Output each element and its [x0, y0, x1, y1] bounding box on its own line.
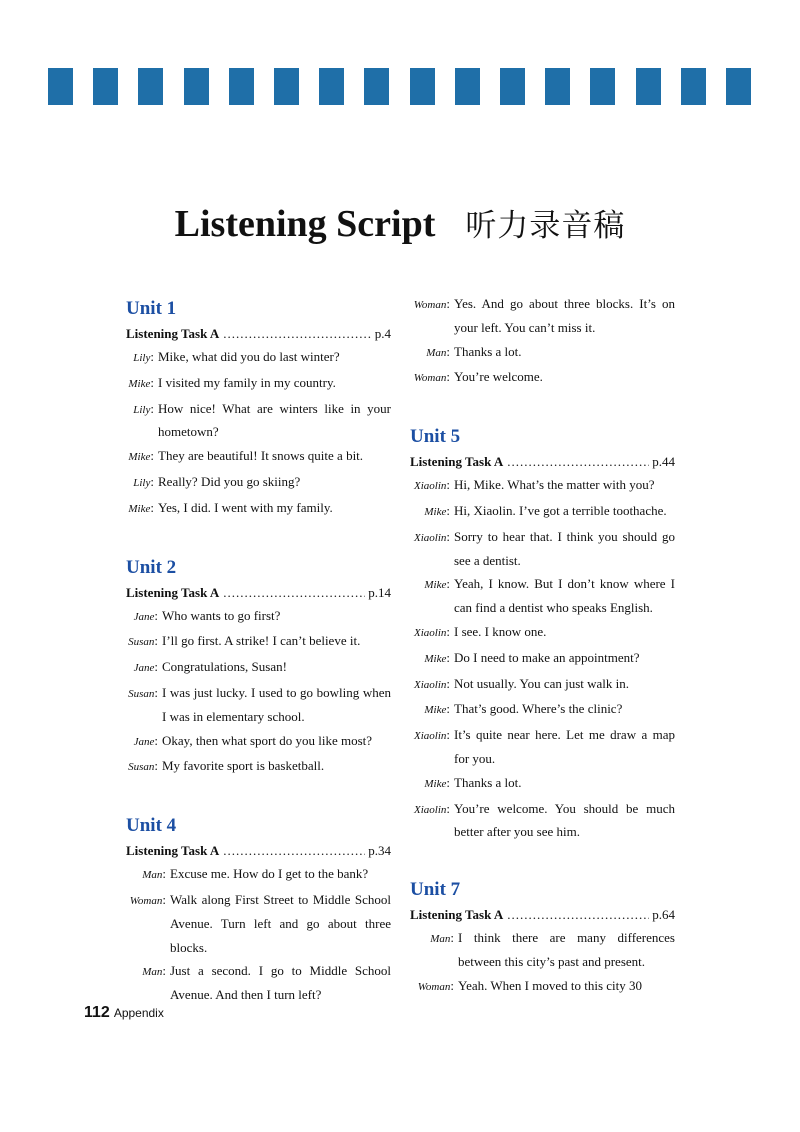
- speaker-name: Susan :: [126, 681, 162, 729]
- dialogue-text: Thanks a lot.: [454, 343, 522, 359]
- dialogue-line: [126, 444, 391, 470]
- unit-section: [410, 292, 675, 391]
- header-bar-block: [590, 68, 615, 105]
- speaker-name: Mike :: [126, 371, 158, 397]
- task-page-ref: p.34: [368, 843, 391, 859]
- task-name: Listening Task A: [126, 584, 220, 600]
- speaker-name: Mike :: [410, 771, 454, 797]
- header-bar-block: [500, 68, 525, 105]
- header-bar-block: [364, 68, 389, 105]
- dialogue-line: [126, 862, 391, 888]
- speaker-name: Mike :: [410, 697, 454, 723]
- dialogue-text: Just a second. I go to Middle School Avenue. And then I turn left?: [170, 963, 391, 1003]
- unit-heading: Unit 5: [410, 426, 461, 448]
- dialogue-text: Hi, Mike. What’s the matter with you?: [454, 477, 655, 493]
- header-bar-block: [455, 68, 480, 105]
- task-name: Listening Task A: [126, 843, 220, 859]
- speaker-name: Lily :: [126, 345, 158, 371]
- speaker-name: Woman :: [410, 365, 454, 391]
- unit-section: [410, 420, 675, 844]
- dialogue-line: [126, 681, 391, 729]
- task-leader-dots: [507, 450, 649, 473]
- task-name: Listening Task A: [410, 454, 504, 470]
- task-leader-dots: [223, 581, 365, 604]
- header-bar-strip: [48, 68, 748, 105]
- speaker-name: Mike :: [410, 572, 454, 620]
- unit-section: [126, 292, 391, 522]
- dialogue-text: I’ll go first. A strike! I can’t believe it.: [162, 633, 361, 649]
- dialogue-text: I visited my family in my country.: [158, 374, 336, 390]
- header-bar-block: [726, 68, 751, 105]
- dialogue-text: It’s quite near here. Let me draw a map for you.: [454, 727, 675, 766]
- speaker-name: Jane :: [126, 729, 162, 755]
- dialogue-line: [126, 371, 391, 397]
- speaker-name: Woman :: [410, 974, 458, 1000]
- dialogue-line: [126, 397, 391, 445]
- dialogue-line: [410, 365, 675, 391]
- unit-heading: Unit 2: [126, 556, 177, 578]
- unit-heading: Unit 4: [126, 815, 177, 837]
- page-number: 112: [84, 1004, 110, 1021]
- speaker-name: Jane :: [126, 655, 162, 681]
- header-bar-block: [274, 68, 299, 105]
- dialogue-text: Yeah, I know. But I don’t know where I can find a dentist who speaks English.: [454, 576, 675, 616]
- dialogue-line: [410, 797, 675, 845]
- speaker-name: Man :: [126, 959, 170, 1007]
- dialogue-line: [126, 959, 391, 1007]
- speaker-name: Man :: [410, 340, 454, 366]
- speaker-name: Xiaolin :: [410, 620, 454, 646]
- dialogue-text: Do I need to make an appointment?: [454, 649, 640, 665]
- dialogue-line: [126, 470, 391, 496]
- dialogue-text: Excuse me. How do I get to the bank?: [170, 866, 369, 882]
- speaker-name: Lily :: [126, 470, 158, 496]
- dialogue-line: [410, 473, 675, 499]
- unit-section: [126, 551, 391, 781]
- dialogue-line: [126, 604, 391, 630]
- dialogue-text: Yeah. When I moved to this city 30: [458, 977, 643, 993]
- dialogue-line: [410, 525, 675, 573]
- dialogue-line: [410, 292, 675, 340]
- speaker-name: Man :: [410, 926, 458, 974]
- dialogue-text: Yes, I did. I went with my family.: [158, 499, 333, 515]
- header-bar-block: [48, 68, 73, 105]
- header-bar-block: [681, 68, 706, 105]
- speaker-name: Xiaolin :: [410, 473, 454, 499]
- dialogue-line: [126, 729, 391, 755]
- header-bar-block: [229, 68, 254, 105]
- dialogue-text: I was just lucky. I used to go bowling when I was in elementary school.: [162, 684, 391, 724]
- dialogue-text: How nice! What are winters like in your hometown?: [158, 400, 391, 440]
- unit-section: [126, 809, 391, 1007]
- dialogue-line: [410, 723, 675, 771]
- dialogue-text: I think there are many differences between this city’s past and present.: [458, 930, 675, 969]
- speaker-name: Xiaolin :: [410, 672, 454, 698]
- dialogue-text: I see. I know one.: [454, 623, 547, 639]
- dialogue-line: [410, 771, 675, 797]
- speaker-name: Lily :: [126, 397, 158, 445]
- right-column: [410, 292, 675, 1000]
- dialogue-text: You’re welcome.: [454, 369, 543, 385]
- unit-heading: Unit 1: [126, 298, 177, 319]
- speaker-name: Susan :: [126, 629, 162, 655]
- task-leader-dots: [507, 903, 649, 926]
- dialogue-line: [126, 496, 391, 522]
- speaker-name: Mike :: [126, 496, 158, 522]
- dialogue-text: Congratulations, Susan!: [162, 659, 287, 675]
- speaker-name: Woman :: [126, 888, 170, 959]
- page-title: [0, 200, 800, 246]
- dialogue-text: They are beautiful! It snows quite a bit.: [158, 448, 364, 464]
- task-name: Listening Task A: [410, 907, 504, 923]
- dialogue-line: [410, 672, 675, 698]
- dialogue-line: [410, 620, 675, 646]
- speaker-name: Jane :: [126, 604, 162, 630]
- dialogue-line: [410, 697, 675, 723]
- speaker-name: Xiaolin :: [410, 525, 454, 573]
- task-page-ref: p.64: [652, 907, 675, 923]
- speaker-name: Mike :: [410, 646, 454, 672]
- task-page-ref: p.4: [374, 326, 391, 341]
- title-english: Listening Script: [174, 203, 436, 245]
- header-bar-block: [545, 68, 570, 105]
- unit-heading: Unit 7: [410, 879, 461, 901]
- dialogue-text: Okay, then what sport do you like most?: [162, 732, 373, 748]
- dialogue-text: Walk along First Street to Middle School Avenue. Turn left and go about three blocks.: [170, 891, 391, 955]
- dialogue-line: [126, 888, 391, 959]
- dialogue-text: Really? Did you go skiing?: [158, 473, 301, 489]
- dialogue-line: [410, 340, 675, 366]
- dialogue-text: Who wants to go first?: [162, 607, 281, 623]
- header-bar-block: [636, 68, 661, 105]
- dialogue-line: [410, 572, 675, 620]
- dialogue-text: Hi, Xiaolin. I’ve got a terrible toothache.: [454, 502, 667, 518]
- speaker-name: Mike :: [410, 499, 454, 525]
- title-chinese: 听力录音稿: [465, 208, 626, 244]
- task-line: [410, 450, 675, 473]
- header-bar-block: [410, 68, 435, 105]
- task-line: [126, 839, 391, 862]
- speaker-name: Susan :: [126, 754, 162, 780]
- left-column: [126, 292, 391, 1007]
- dialogue-line: [126, 345, 391, 371]
- dialogue-line: [410, 499, 675, 525]
- dialogue-text: Thanks a lot.: [454, 774, 522, 790]
- header-bar-block: [184, 68, 209, 105]
- speaker-name: Xiaolin :: [410, 723, 454, 771]
- task-page-ref: p.44: [652, 454, 675, 470]
- page-footer: [84, 1004, 164, 1022]
- header-bar-block: [138, 68, 163, 105]
- dialogue-text: Yes. And go about three blocks. It’s on your left. You can’t miss it.: [454, 296, 675, 335]
- speaker-name: Mike :: [126, 444, 158, 470]
- header-bar-block: [93, 68, 118, 105]
- dialogue-text: You’re welcome. You should be much better after you see him.: [454, 800, 675, 840]
- dialogue-line: [410, 646, 675, 672]
- unit-section: [410, 873, 675, 999]
- dialogue-text: Not usually. You can just walk in.: [454, 675, 630, 691]
- dialogue-line: [410, 926, 675, 974]
- dialogue-line: [126, 655, 391, 681]
- dialogue-line: [126, 754, 391, 780]
- task-name: Listening Task A: [126, 326, 220, 341]
- dialogue-line: [126, 629, 391, 655]
- dialogue-text: Sorry to hear that. I think you should go see a dentist.: [454, 528, 675, 568]
- speaker-name: Woman :: [410, 292, 454, 340]
- speaker-name: Xiaolin :: [410, 797, 454, 845]
- task-line: [126, 581, 391, 604]
- task-line: [410, 903, 675, 926]
- task-leader-dots: [223, 322, 372, 345]
- dialogue-text: That’s good. Where’s the clinic?: [454, 701, 623, 717]
- dialogue-text: My favorite sport is basketball.: [162, 758, 325, 774]
- task-line: [126, 322, 391, 345]
- dialogue-text: Mike, what did you do last winter?: [158, 349, 340, 364]
- header-bar-block: [319, 68, 344, 105]
- task-page-ref: p.14: [368, 584, 391, 600]
- speaker-name: Man :: [126, 862, 170, 888]
- task-leader-dots: [223, 839, 365, 862]
- footer-label: Appendix: [113, 1006, 164, 1020]
- dialogue-line: [410, 974, 675, 1000]
